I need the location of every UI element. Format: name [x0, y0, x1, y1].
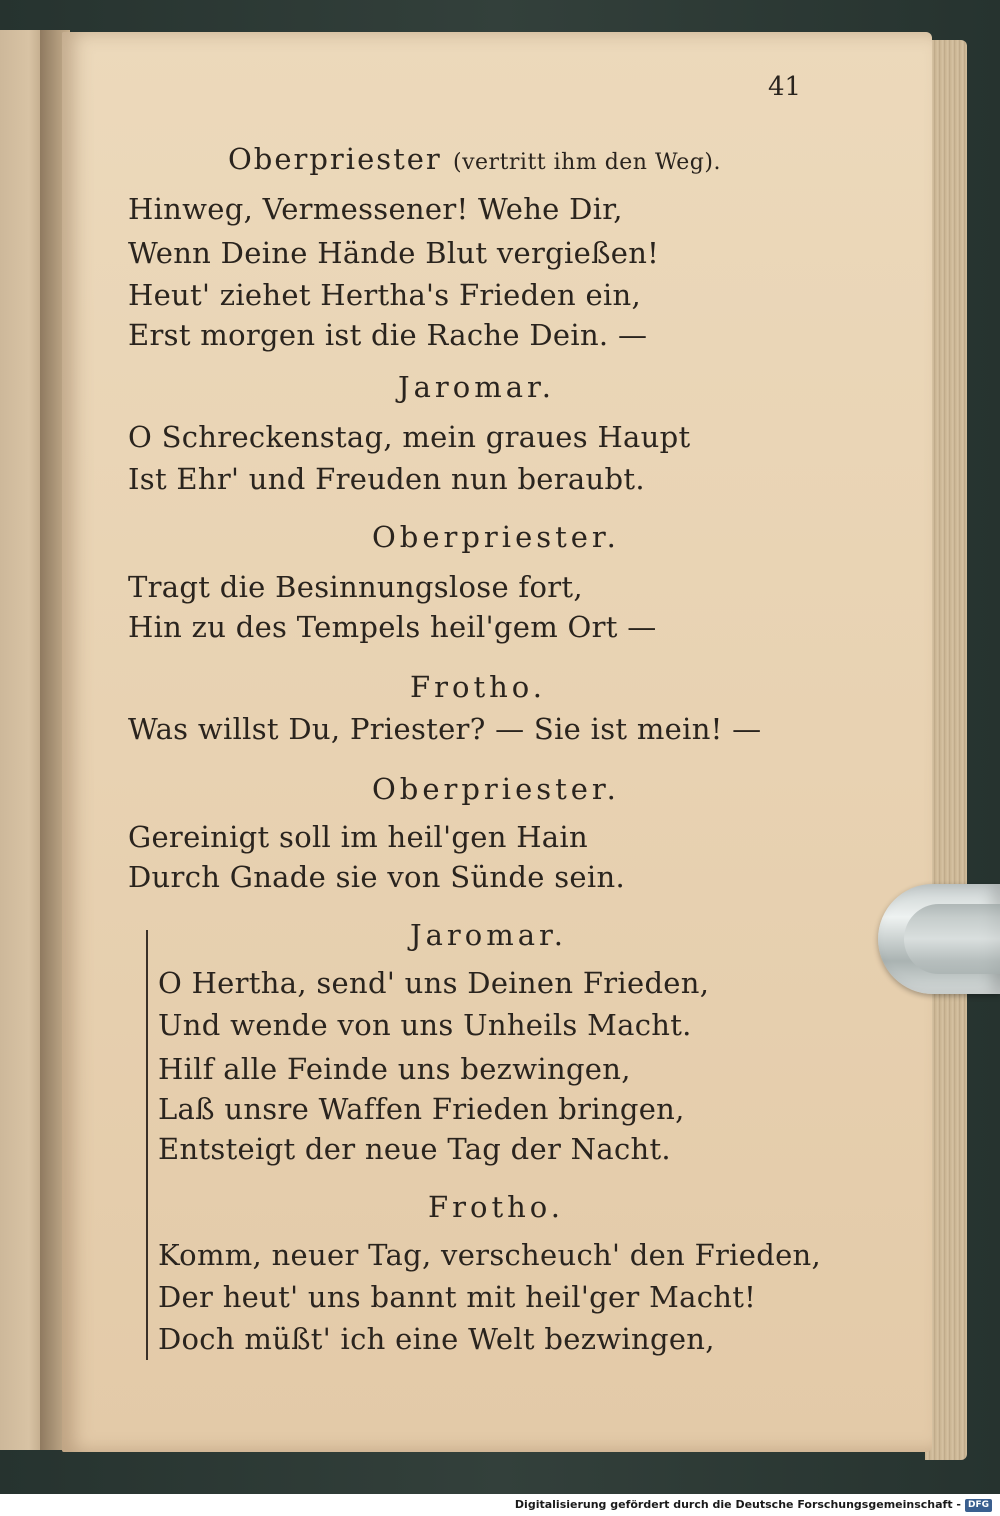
speaker-name: Oberpriester: [228, 142, 442, 176]
footer-credit: Digitalisierung gefördert durch die Deutsche Forschungsgemeinschaft -: [514, 1498, 961, 1511]
speaker-heading: Jaromar.: [398, 370, 555, 404]
verse-line: Was willst Du, Priester? — Sie ist mein! —: [128, 712, 762, 746]
dfg-logo-icon: DFG: [965, 1499, 992, 1512]
speaker-heading: Oberpriester.: [372, 772, 620, 806]
verse-line: Ist Ehr' und Freuden nun beraubt.: [128, 462, 645, 496]
verse-line: Gereinigt soll im heil'gen Hain: [128, 820, 588, 854]
speaker-heading: Jaromar.: [410, 918, 567, 952]
verse-line: Und wende von uns Unheils Macht.: [158, 1008, 692, 1042]
page-clip: [878, 884, 1000, 994]
verse-line: Hin zu des Tempels heil'gem Ort —: [128, 610, 657, 644]
verse-line: Komm, neuer Tag, verscheuch' den Frieden,: [158, 1238, 822, 1272]
margin-bracket: [146, 930, 148, 1360]
verse-line: Entsteigt der neue Tag der Nacht.: [158, 1132, 671, 1166]
page-clip-highlight: [904, 904, 1000, 974]
verse-line: Heut' ziehet Hertha's Frieden ein,: [128, 278, 641, 312]
stage-direction: (vertritt ihm den Weg).: [453, 150, 721, 175]
speaker-heading: Frotho.: [428, 1190, 564, 1224]
verse-line: Der heut' uns bannt mit heil'ger Macht!: [158, 1280, 757, 1314]
verse-line: Erst morgen ist die Rache Dein. —: [128, 318, 648, 352]
page-number: 41: [768, 72, 802, 102]
verse-line: Hinweg, Vermessener! Wehe Dir,: [128, 192, 623, 226]
verse-line: Doch müßt' ich eine Welt bezwingen,: [158, 1322, 715, 1356]
digitization-footer: [0, 1494, 1000, 1516]
verse-line: Wenn Deine Hände Blut vergießen!: [128, 236, 660, 270]
verse-line: Laß unsre Waffen Frieden bringen,: [158, 1092, 685, 1126]
verse-line: Tragt die Besinnungslose fort,: [128, 570, 583, 604]
speaker-heading: Frotho.: [410, 670, 546, 704]
speaker-heading: [228, 142, 721, 176]
speaker-heading: Oberpriester.: [372, 520, 620, 554]
verse-line: O Hertha, send' uns Deinen Frieden,: [158, 966, 710, 1000]
verse-line: Durch Gnade sie von Sünde sein.: [128, 860, 625, 894]
verse-line: Hilf alle Feinde uns bezwingen,: [158, 1052, 631, 1086]
verse-line: O Schreckenstag, mein graues Haupt: [128, 420, 691, 454]
